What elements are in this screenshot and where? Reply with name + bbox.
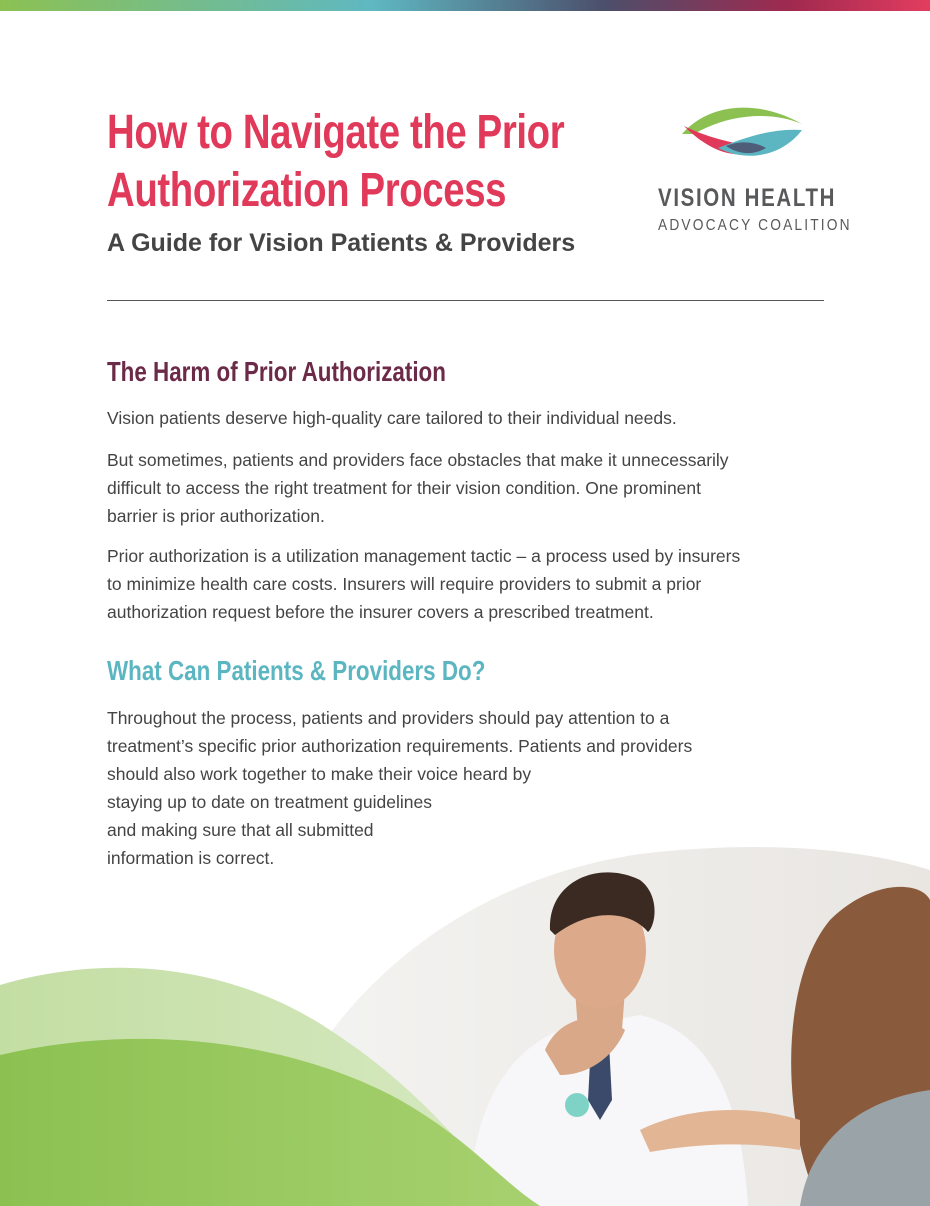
paragraph-line: staying up to date on treatment guidelines [107,792,432,812]
paragraph-line: But sometimes, patients and providers face obstacles that make it unnecessarily [107,450,729,470]
paragraph [107,446,827,530]
page-title-line: How to Navigate the Prior [107,106,565,159]
paragraph [107,542,827,626]
paragraph-line: Prior authorization is a utilization management tactic – a process used by insurers [107,546,741,566]
page-subtitle: A Guide for Vision Patients & Providers [107,229,576,257]
paragraph-line: information is correct. [107,848,275,868]
logo-name: VISION HEALTH [658,184,837,212]
paragraph-line: and making sure that all submitted [107,820,374,840]
header-divider [107,300,824,301]
section-heading-what: What Can Patients & Providers Do? [107,655,486,686]
vision-health-logo [658,104,852,234]
eye-wave-logo-icon [678,104,806,168]
section-heading-harm: The Harm of Prior Authorization [107,356,446,387]
paragraph [107,404,827,432]
paragraph-line: barrier is prior authorization. [107,506,325,526]
paragraph-line: Vision patients deserve high-quality care tailored to their individual needs. [107,408,677,428]
paragraph-line: authorization request before the insurer covers a prescribed treatment. [107,602,654,622]
page-title-line: Authorization Process [107,164,507,217]
paragraph-line: treatment’s specific prior authorization requirements. Patients and providers [107,736,693,756]
paragraph-line: to minimize health care costs. Insurers will require providers to submit a prior [107,574,702,594]
paragraph-line: should also work together to make their voice heard by [107,764,532,784]
paragraph-line: difficult to access the right treatment for their vision condition. One prominent [107,478,702,498]
paragraph-line: Throughout the process, patients and providers should pay attention to a [107,708,670,728]
top-gradient-bar [0,0,930,11]
page-title [107,104,565,220]
doctor-patient-photo [0,840,930,1206]
logo-subname: ADVOCACY COALITION [658,217,852,234]
